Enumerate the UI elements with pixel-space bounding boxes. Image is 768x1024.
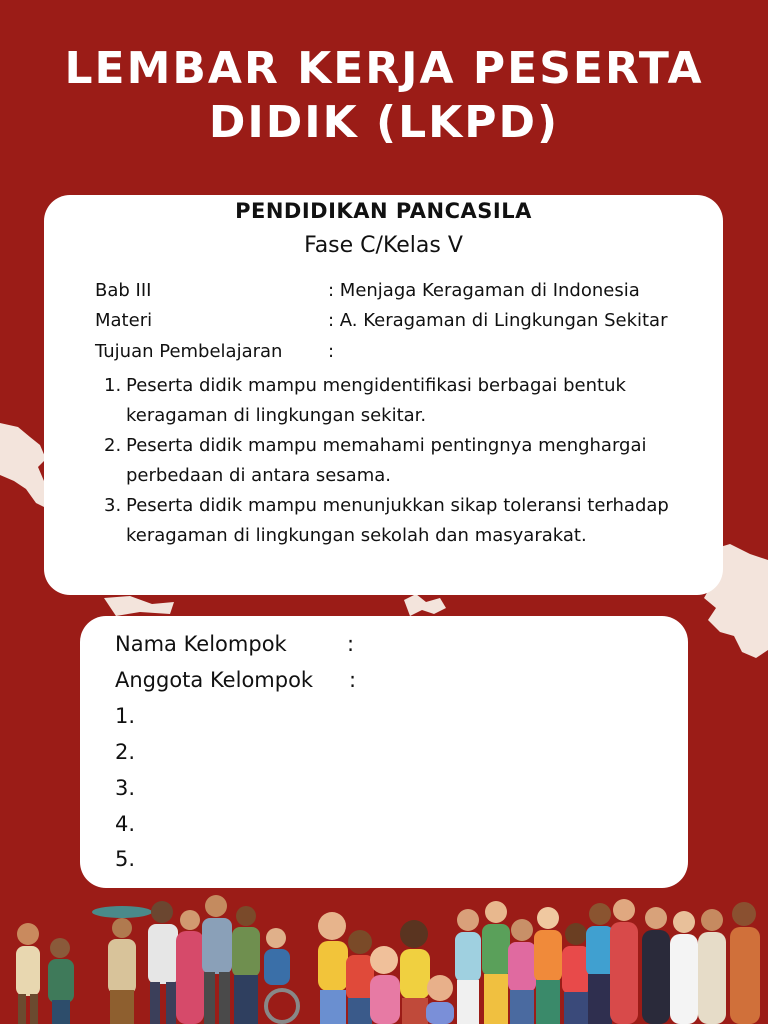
objective-item <box>104 371 704 431</box>
person-figure-8 <box>318 912 348 1024</box>
person-figure-11 <box>400 920 430 1024</box>
person-figure-18 <box>586 903 614 1024</box>
page-title-line1: LEMBAR KERJA PESERTA <box>64 43 704 94</box>
info-row-label: Materi <box>95 310 153 331</box>
person-figure-9 <box>346 930 374 1024</box>
person-figure-22 <box>698 909 726 1024</box>
member-line: 5. <box>115 847 136 871</box>
person-figure-3 <box>92 906 152 1024</box>
group-card <box>80 616 688 888</box>
group-name-colon: : <box>347 632 355 656</box>
objectives-list <box>104 371 704 551</box>
objective-number: 2. <box>104 435 122 456</box>
person-figure-1 <box>16 923 40 1024</box>
person-figure-13 <box>455 909 481 1024</box>
wheelchair-figure <box>264 928 298 1022</box>
person-figure-10 <box>370 946 400 1024</box>
group-name-row <box>115 632 355 656</box>
person-figure-16 <box>534 907 562 1024</box>
person-figure-20 <box>642 907 670 1024</box>
info-card <box>44 195 723 595</box>
objective-item <box>104 491 704 551</box>
map-illustration-bottom <box>100 592 180 618</box>
member-line: 4. <box>115 812 136 836</box>
objective-number: 1. <box>104 375 122 396</box>
group-members-label: Anggota Kelompok <box>115 668 314 692</box>
page-title <box>0 42 768 150</box>
info-row-value: : Menjaga Keragaman di Indonesia <box>328 280 640 301</box>
person-figure-23 <box>730 902 760 1024</box>
info-row-label: Bab III <box>95 280 152 301</box>
member-line: 2. <box>115 740 136 764</box>
group-members-row <box>115 668 357 692</box>
subject-heading: PENDIDIKAN PANCASILA <box>235 199 532 223</box>
person-figure-6 <box>202 895 232 1024</box>
person-figure-19 <box>610 899 638 1024</box>
objective-item <box>104 431 704 491</box>
group-name-label: Nama Kelompok <box>115 632 287 656</box>
phase-heading: Fase C/Kelas V <box>304 233 463 258</box>
person-figure-2 <box>48 938 74 1024</box>
person-figure-14 <box>482 901 510 1024</box>
diverse-people-illustration <box>0 890 768 1024</box>
info-row-value: : A. Keragaman di Lingkungan Sekitar <box>328 310 668 331</box>
person-figure-5 <box>176 910 204 1024</box>
person-figure-4 <box>148 901 178 1024</box>
group-members-colon: : <box>349 668 357 692</box>
objective-text: Peserta didik mampu menunjukkan sikap toleransi terhadap keragaman di lingkungan sekolah dan masyarakat. <box>126 495 669 546</box>
member-line: 3. <box>115 776 136 800</box>
objective-text: Peserta didik mampu mengidentifikasi berbagai bentuk keragaman di lingkungan sekitar. <box>126 375 626 426</box>
objective-text: Peserta didik mampu memahami pentingnya menghargai perbedaan di antara sesama. <box>126 435 647 486</box>
info-row-value: : <box>328 341 335 362</box>
info-row-label: Tujuan Pembelajaran <box>95 341 283 362</box>
person-figure-12 <box>426 975 454 1024</box>
page-title-line2: DIDIK (LKPD) <box>208 97 560 148</box>
objective-number: 3. <box>104 495 122 516</box>
person-figure-17 <box>562 923 590 1024</box>
person-figure-15 <box>508 919 536 1024</box>
member-line: 1. <box>115 704 136 728</box>
person-figure-21 <box>670 911 698 1024</box>
person-figure-7 <box>232 906 260 1024</box>
